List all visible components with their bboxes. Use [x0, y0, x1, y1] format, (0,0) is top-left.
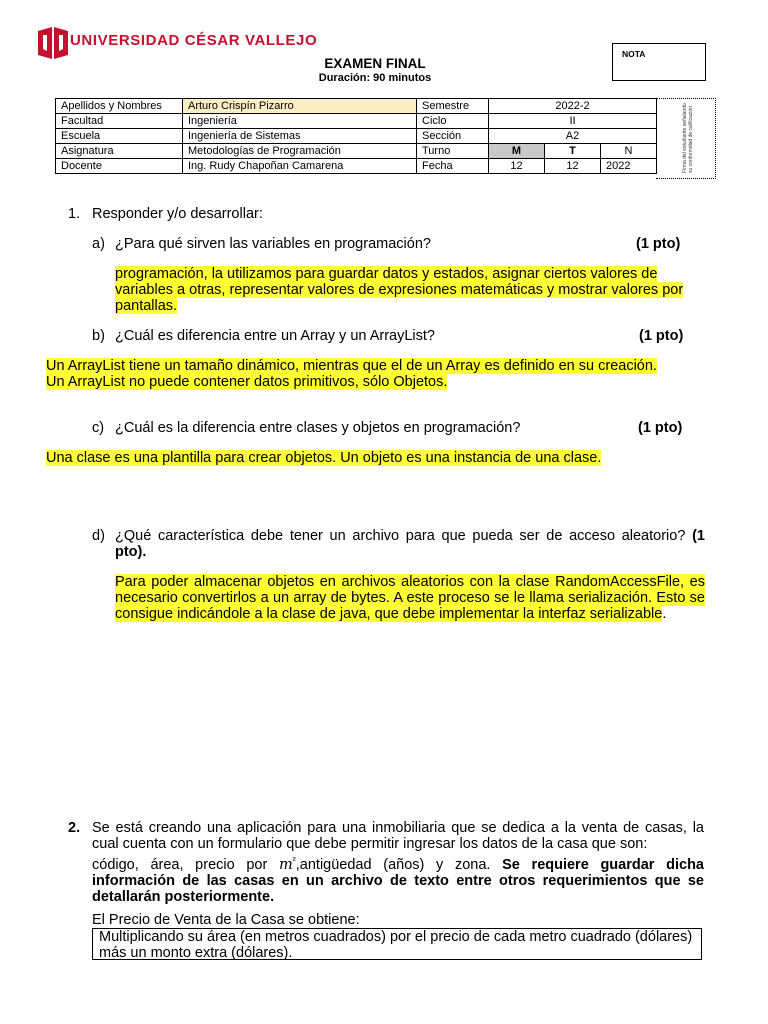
- q1a-answer-text: programación, la utilizamos para guardar datos y estados, asignar ciertos valores de variables a otras, representar valores de expresiones matemáticas y mostrar valores por pantallas.: [115, 266, 684, 314]
- q1d-answer: [115, 574, 705, 622]
- turno-m: M: [489, 144, 545, 159]
- q1b-answer-text-1: Un ArrayList tiene un tamaño dinámico, mientras que el de un Array es definido en su creación.: [46, 358, 657, 374]
- q1c-label: c): [92, 420, 105, 436]
- fecha-dia: 12: [489, 159, 545, 174]
- turno-t: T: [545, 144, 601, 159]
- q2-price-formula-box: [92, 928, 702, 960]
- seccion-value: A2: [489, 129, 657, 144]
- q2-text-1: Se está creando una aplicación para una inmobiliaria que se dedica a la venta de casas, la cual cuenta con un formulario que debe permitir ingresar los datos de la casa que son:: [92, 820, 704, 852]
- asignatura-label: Asignatura: [56, 144, 183, 159]
- q1b-answer-line2: [46, 374, 447, 390]
- table-row: [56, 114, 657, 129]
- q1b-answer-line1: [46, 358, 657, 374]
- table-row: [56, 159, 657, 174]
- signature-note: Firma del estudiante señalando su conformidad de calificación: [682, 103, 694, 173]
- q1b-label: b): [92, 328, 105, 344]
- q1b-points: (1 pto): [639, 328, 684, 344]
- facultad-label: Facultad: [56, 114, 183, 129]
- q1c-question: ¿Cuál es la diferencia entre clases y objetos en programación?: [115, 420, 521, 436]
- table-row: [56, 144, 657, 159]
- q1a-answer: [115, 266, 705, 314]
- q2-text-2a: código, área, precio por: [92, 856, 280, 873]
- fecha-label: Fecha: [417, 159, 489, 174]
- q2-text-bold: Se requiere guardar dicha información de las casas en un archivo de texto entre otros requerimientos que se detallarán posteriormente.: [92, 856, 704, 905]
- student-info-table: [55, 98, 657, 174]
- q1a-question: ¿Para qué sirven las variables en programación?: [115, 236, 431, 252]
- fecha-anio: 2022: [601, 159, 657, 174]
- ciclo-label: Ciclo: [417, 114, 489, 129]
- q1d-label: d): [92, 528, 105, 544]
- turno-label: Turno: [417, 144, 489, 159]
- grade-label: NOTA: [622, 49, 646, 59]
- q1d-points: (1 pto).: [115, 528, 705, 560]
- escuela-label: Escuela: [56, 129, 183, 144]
- q1c-points: (1 pto): [638, 420, 683, 436]
- q1d-answer-end: .: [662, 606, 667, 622]
- ciclo-value: II: [489, 114, 657, 129]
- q1c-answer-text: Una clase es una plantilla para crear objetos. Un objeto es una instancia de una clase.: [46, 450, 602, 466]
- exam-duration: Duración: 90 minutos: [318, 72, 432, 84]
- seccion-label: Sección: [417, 129, 489, 144]
- escuela-value: Ingeniería de Sistemas: [183, 129, 417, 144]
- q2-price-formula: Multiplicando su área (en metros cuadrados) por el precio de cada metro cuadrado (dólares) más un monto extra (dólares).: [99, 929, 693, 961]
- docente-value: Ing. Rudy Chapoñan Camarena: [183, 159, 417, 174]
- q1d-answer-text: Para poder almacenar objetos en archivos aleatorios con la clase RandomAccessFile, es necesario convertirlos a un array de bytes. A este proceso se le llama serialización. Esto se consigue indicándole a la clase de java, que debe implementar la interfaz serializable: [115, 574, 705, 622]
- q1-heading: Responder y/o desarrollar:: [92, 206, 263, 222]
- q2-number: 2.: [68, 820, 81, 836]
- table-row: [56, 99, 657, 114]
- university-name: UNIVERSIDAD CÉSAR VALLEJO: [70, 32, 318, 49]
- q1a-points: (1 pto): [636, 236, 681, 252]
- exam-title: EXAMEN FINAL: [324, 56, 426, 71]
- q2-unit-exp: ²: [292, 855, 296, 865]
- q1d-question: ¿Qué característica debe tener un archivo para que pueda ser de acceso aleatorio?: [115, 528, 686, 544]
- apellidos-label: Apellidos y Nombres: [56, 99, 183, 114]
- q2-text-2d: ,antigüedad (años) y zona.: [295, 856, 503, 873]
- q1c-answer: [46, 450, 601, 466]
- q2-price-intro: El Precio de Venta de la Casa se obtiene:: [92, 912, 360, 928]
- asignatura-value: Metodologías de Programación: [183, 144, 417, 159]
- turno-n: N: [601, 144, 657, 159]
- q2-statement: [92, 820, 704, 905]
- table-row: [56, 129, 657, 144]
- q1d-question-block: [115, 528, 705, 560]
- semestre-value: 2022-2: [489, 99, 657, 114]
- q1a-label: a): [92, 236, 105, 252]
- semestre-label: Semestre: [417, 99, 489, 114]
- facultad-value: Ingeniería: [183, 114, 417, 129]
- q1b-question: ¿Cuál es diferencia entre un Array y un ArrayList?: [115, 328, 435, 344]
- q2-unit-m: m: [279, 856, 293, 873]
- fecha-mes: 12: [545, 159, 601, 174]
- docente-label: Docente: [56, 159, 183, 174]
- q1b-answer-text-2: Un ArrayList no puede contener datos primitivos, sólo Objetos.: [46, 374, 448, 390]
- q1-number: 1.: [68, 206, 81, 222]
- university-logo-icon: [38, 27, 68, 59]
- apellidos-value: Arturo Crispín Pizarro: [183, 99, 417, 114]
